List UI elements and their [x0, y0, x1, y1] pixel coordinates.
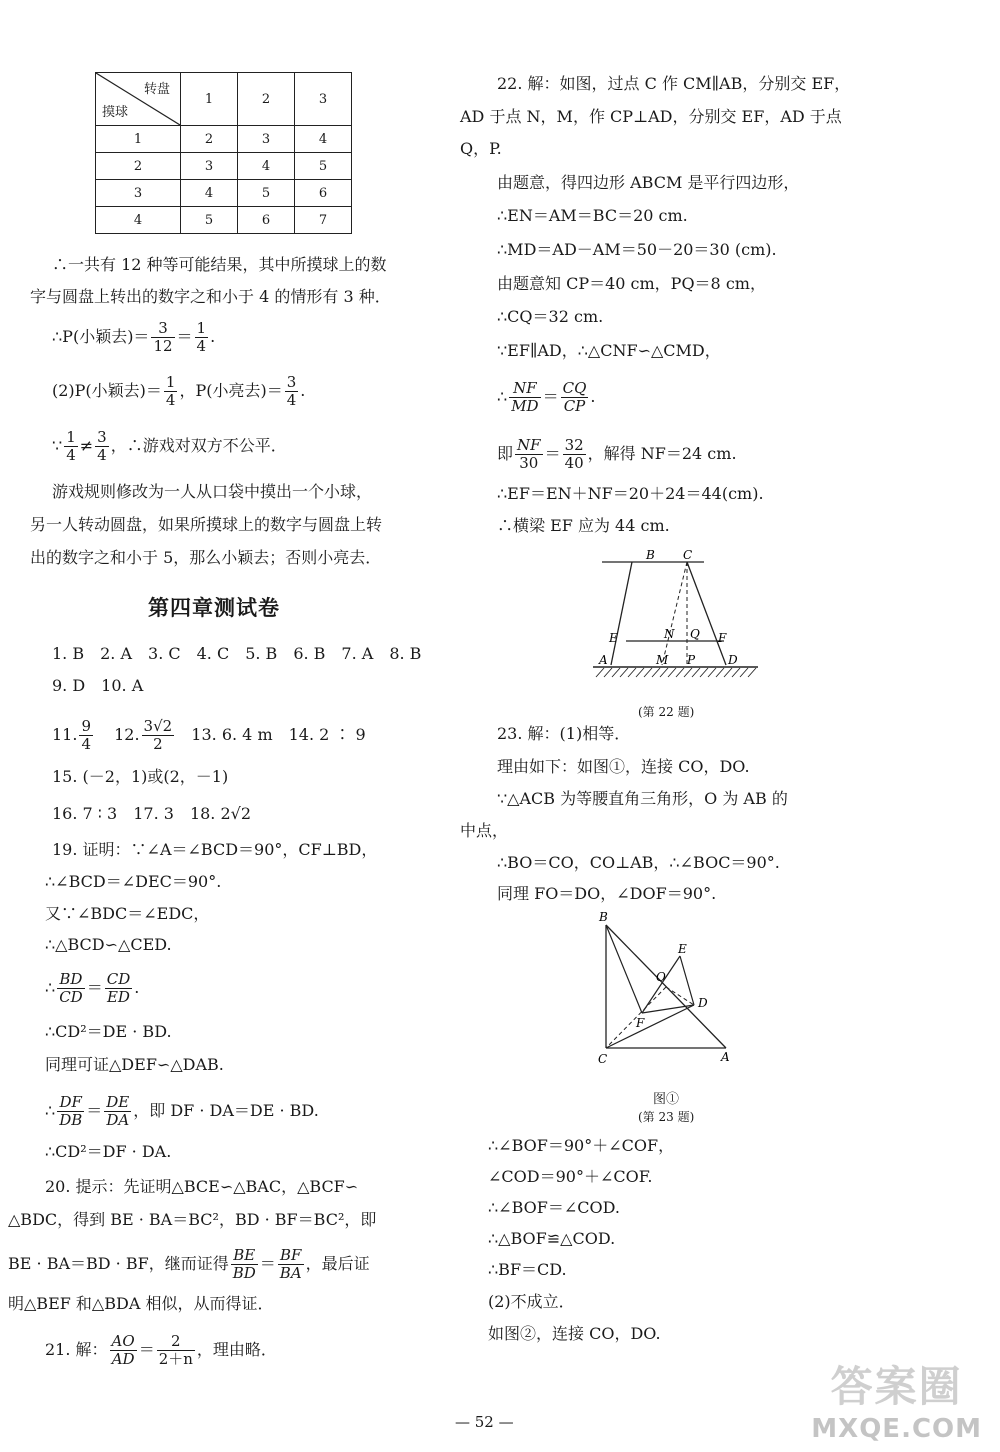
point-label: B — [646, 548, 655, 562]
answer-line: 1. B 2. A 3. C 4. C 5. B 6. B 7. A 8. B — [52, 644, 422, 663]
table-cell: 1 — [96, 126, 181, 153]
table-cell: 5 — [295, 153, 352, 180]
solution-line: ∠COD＝90°＋∠COF. — [488, 1167, 653, 1186]
text-line: 出的数字之和小于 5，那么小颖去；否则小亮去． — [30, 548, 382, 567]
solution-line: Q，P. — [460, 139, 502, 158]
fraction: $\frac{NF}{MD}$ — [511, 379, 539, 415]
hint-line: BE · BA＝BD · BF，继而证得 $\frac{BE}{BD}$ ＝ $\frac{BF}{BA}$ ，最后证 — [8, 1246, 370, 1282]
fraction: $\frac{3}{12}$ — [153, 319, 173, 355]
table-cell: 4 — [181, 180, 238, 207]
table-cell: 2 — [181, 126, 238, 153]
solution-line: AD 于点 N，M，作 CP⊥AD，分别交 EF，AD 于点 — [460, 107, 842, 126]
fraction: $\frac{3}{4}$ — [97, 428, 107, 464]
table-corner-cell — [96, 73, 181, 126]
text-line: 字与圆盘上转出的数字之和小于 4 的情形有 3 种． — [30, 287, 391, 306]
point-label: O — [656, 970, 666, 984]
probability-line: (2)P(小颖去)＝ $\frac{1}{4}$ ，P(小亮去)＝ $\frac{3}{4}$ . — [52, 373, 306, 409]
watermark-logo — [811, 1354, 982, 1444]
solution-line: 如图②，连接 CO，DO. — [488, 1324, 661, 1343]
solution-line: ∴EN＝AM＝BC＝20 cm. — [497, 206, 688, 225]
table-cell: 6 — [238, 207, 295, 234]
solution-line: ∴EF＝EN＋NF＝20＋24＝44(cm). — [497, 484, 764, 503]
table-header-cell: 1 — [181, 73, 238, 126]
solution-line: ∴BF＝CD. — [488, 1260, 567, 1279]
solution-line: 23. 解：(1)相等． — [497, 724, 631, 743]
table-cell: 4 — [96, 207, 181, 234]
solution-line: 中点， — [460, 821, 509, 840]
watermark-big: 答案圈 — [830, 1362, 963, 1411]
figure-caption: (第 23 题) — [638, 1110, 695, 1124]
point-label: P — [687, 653, 696, 667]
point-label: N — [664, 627, 675, 641]
corner-top-label: 转盘 — [143, 82, 170, 97]
fraction: $\frac{1}{4}$ — [66, 428, 76, 464]
table-row — [96, 126, 352, 153]
point-label: D — [698, 996, 708, 1010]
point-label: B — [599, 910, 608, 924]
solution-line: ∵△ACB 为等腰直角三角形，O 为 AB 的 — [497, 789, 788, 808]
fraction: $\frac{2}{2+n}$ — [158, 1332, 193, 1368]
solution-line: ∴∠BOF＝90°＋∠COF， — [488, 1136, 675, 1155]
probability-line: ∴P(小颖去)＝ $\frac{3}{12}$ ＝ $\frac{1}{4}$ . — [52, 319, 216, 355]
fraction: $\frac{DE}{DA}$ — [106, 1093, 130, 1129]
fraction: $\frac{CD}{ED}$ — [106, 970, 131, 1006]
solution-line: ∴CQ＝32 cm. — [497, 307, 604, 326]
point-label: C — [598, 1052, 608, 1066]
answer-line: 21. 解： $\frac{AO}{AD}$ ＝ $\frac{2}{2+n}$ ，理由略． — [45, 1332, 277, 1368]
table-row — [96, 180, 352, 207]
fraction: $\frac{BF}{BA}$ — [279, 1246, 302, 1282]
table-cell: 3 — [181, 153, 238, 180]
answer-line: 9. D 10. A — [52, 676, 144, 695]
solution-line: (2)不成立． — [488, 1292, 575, 1311]
fraction: $\frac{32}{40}$ — [564, 436, 584, 472]
fraction: $\frac{CQ}{CP}$ — [562, 379, 587, 415]
table-row — [96, 207, 352, 234]
point-label: F — [636, 1016, 645, 1030]
solution-line: 即 $\frac{NF}{30}$ ＝ $\frac{32}{40}$ ，解得 NF＝24 cm. — [497, 436, 737, 472]
answer-line: 15. (－2，1)或(2，－1) — [52, 767, 229, 786]
proof-line: ∴∠BCD＝∠DEC＝90°. — [45, 872, 222, 891]
proof-line: ∴ $\frac{BD}{CD}$ ＝ $\frac{CD}{ED}$ . — [45, 970, 140, 1006]
section-heading: 第四章测试卷 — [148, 596, 280, 620]
table-cell: 5 — [238, 180, 295, 207]
proof-line: ∴CD²＝DF · DA. — [45, 1142, 172, 1161]
proof-line: 19. 证明：∵∠A＝∠BCD＝90°，CF⊥BD， — [52, 840, 378, 859]
solution-line: 22. 解：如图，过点 C 作 CM∥AB，分别交 EF， — [497, 74, 851, 93]
point-label: E — [609, 631, 618, 645]
fraction: $\frac{9}{4}$ — [81, 717, 91, 753]
proof-line: ∴CD²＝DE · BD. — [45, 1022, 172, 1041]
proof-line: 又∵∠BDC＝∠EDC， — [45, 904, 210, 923]
proof-line: ∴△BCD∽△CED. — [45, 935, 172, 954]
table-cell: 4 — [238, 153, 295, 180]
point-label: M — [656, 653, 669, 667]
point-label: D — [728, 653, 738, 667]
table-cell: 3 — [238, 126, 295, 153]
comparison-line: ∵ $\frac{1}{4}$ ≠ $\frac{3}{4}$ ，∴游戏对双方不公平． — [52, 428, 287, 464]
table-header-cell: 3 — [295, 73, 352, 126]
solution-line: ∴MD＝AD－AM＝50－20＝30 (cm). — [497, 240, 777, 259]
solution-line: 理由如下：如图①，连接 CO，DO. — [497, 757, 750, 776]
fraction: $\frac{NF}{30}$ — [517, 436, 541, 472]
figure-22-trapezoid — [590, 545, 760, 690]
solution-line: ∵EF∥AD，∴△CNF∽△CMD， — [497, 341, 721, 360]
table-row — [96, 153, 352, 180]
text-line: ∴一共有 12 种等可能结果，其中所摸球上的数 — [52, 255, 387, 274]
table-cell: 4 — [295, 126, 352, 153]
hint-line: △BDC，得到 BE · BA＝BC²，BD · BF＝BC²，即 — [8, 1210, 377, 1229]
table-cell: 6 — [295, 180, 352, 207]
table-cell: 5 — [181, 207, 238, 234]
point-label: F — [718, 631, 727, 645]
text-line: 另一人转动圆盘，如果所摸球上的数字与圆盘上转 — [30, 515, 383, 534]
point-label: C — [683, 548, 693, 562]
answer-line: 11. $\frac{9}{4}$ 12. $\frac{3√2}{2}$ 13. 6. 4 m 14. 2 ∶ 9 — [52, 717, 366, 753]
solution-line: ∴BO＝CO，CO⊥AB，∴∠BOC＝90°. — [497, 853, 780, 872]
solution-line: ∴横梁 EF 应为 44 cm. — [497, 516, 670, 535]
figure-caption: (第 22 题) — [638, 705, 695, 719]
fraction: $\frac{BE}{BD}$ — [232, 1246, 256, 1282]
watermark-small: MXQE.COM — [811, 1414, 982, 1444]
outcome-table — [95, 72, 352, 234]
fraction: $\frac{3}{4}$ — [286, 373, 297, 409]
fraction: $\frac{DF}{DB}$ — [59, 1093, 83, 1129]
proof-line: 同理可证△DEF∽△DAB. — [45, 1055, 224, 1074]
point-label: Q — [690, 627, 700, 641]
figure-title: 图① — [653, 1092, 680, 1107]
fraction: $\frac{AO}{AD}$ — [111, 1332, 135, 1368]
solution-line: 由题意知 CP＝40 cm，PQ＝8 cm， — [497, 274, 766, 293]
hint-line: 明△BEF 和△BDA 相似，从而得证． — [8, 1294, 274, 1313]
hint-line: 20. 提示：先证明△BCE∽△BAC，△BCF∽ — [45, 1177, 359, 1196]
solution-line: ∴ $\frac{NF}{MD}$ ＝ $\frac{CQ}{CP}$ . — [497, 379, 596, 415]
solution-line: 同理 FO＝DO，∠DOF＝90°. — [497, 884, 717, 903]
table-header-cell: 2 — [238, 73, 295, 126]
fraction: $\frac{BD}{CD}$ — [59, 970, 83, 1006]
fraction: $\frac{1}{4}$ — [165, 373, 176, 409]
answer-line: 16. 7 ∶ 3 17. 3 18. 2√2 — [52, 804, 252, 823]
table-cell: 3 — [96, 180, 181, 207]
corner-bottom-label: 摸球 — [102, 105, 129, 120]
point-label: A — [721, 1050, 730, 1064]
text-line: 游戏规则修改为一人从口袋中摸出一个小球， — [52, 482, 373, 501]
solution-line: ∴∠BOF＝∠COD. — [488, 1198, 620, 1217]
proof-line: ∴ $\frac{DF}{DB}$ ＝ $\frac{DE}{DA}$ ，即 DF · DA＝DE · BD. — [45, 1093, 319, 1129]
table-cell: 7 — [295, 207, 352, 234]
point-label: A — [599, 653, 608, 667]
table-cell: 2 — [96, 153, 181, 180]
solution-line: ∴△BOF≌△COD. — [488, 1229, 616, 1248]
page-number: — 52 — — [455, 1413, 514, 1431]
figure-23-triangles — [590, 905, 740, 1070]
solution-line: 由题意，得四边形 ABCM 是平行四边形， — [497, 173, 800, 192]
fraction: $\frac{3√2}{2}$ — [143, 717, 173, 753]
point-label: E — [678, 942, 687, 956]
fraction: $\frac{1}{4}$ — [196, 319, 207, 355]
